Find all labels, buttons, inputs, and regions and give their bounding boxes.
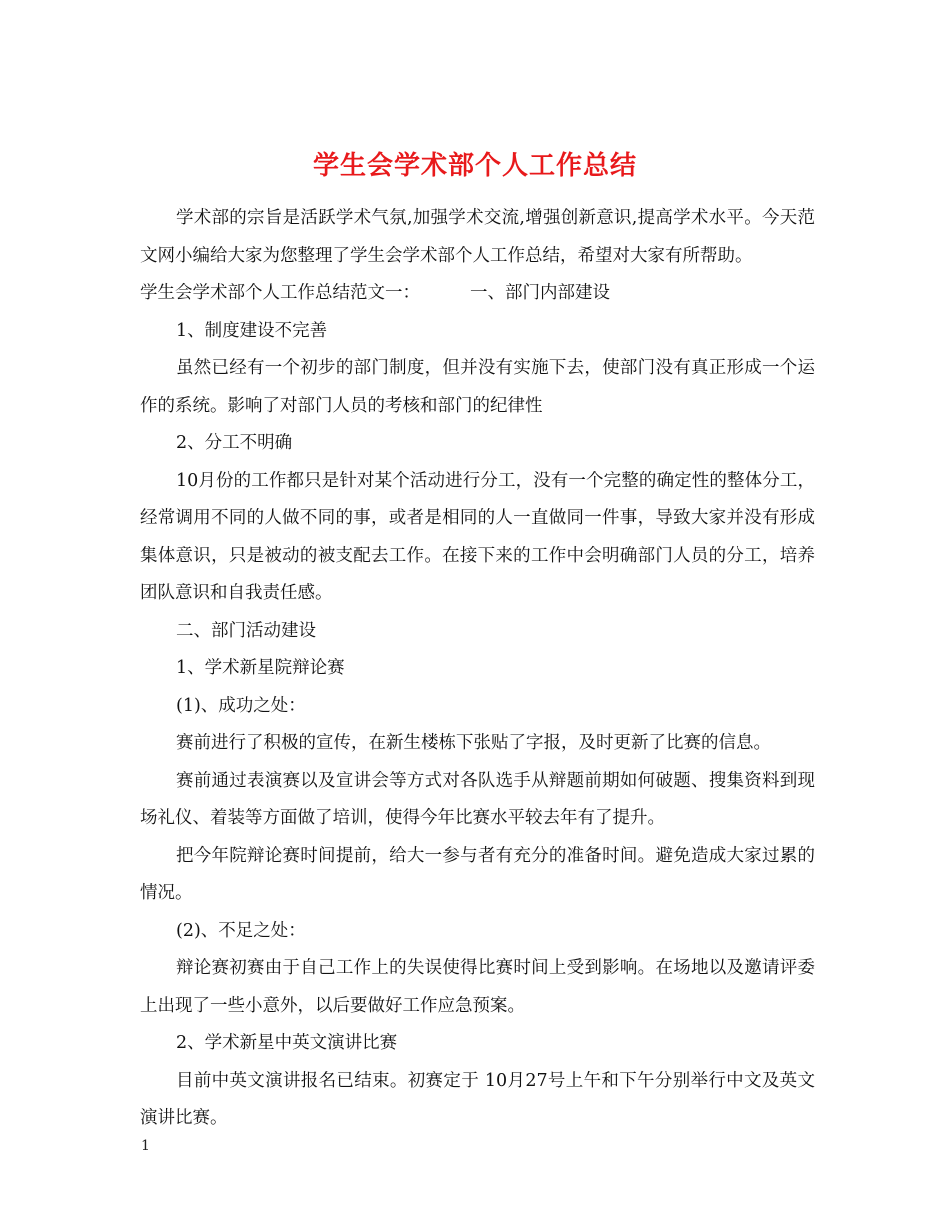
a1-shortfall-heading: (2)、不足之处： <box>176 920 306 941</box>
a1-success-1: 赛前进行了积极的宣传，在新生楼栋下张贴了字报，及时更新了比赛的信息。 <box>176 733 771 753</box>
section2-heading: 二、部门活动建设 <box>176 620 316 641</box>
a2-heading: 2、学术新星中英文演讲比赛 <box>176 1033 398 1053</box>
sample-label: 学生会学术部个人工作总结范文一： <box>140 283 420 303</box>
a2-body: 目前中英文演讲报名已结束。初赛定于 10月27号上午和下午分别举行中文及英文演讲比赛。 <box>140 1070 815 1128</box>
p1-heading: 1、制度建设不完善 <box>176 320 328 341</box>
p2-heading: 2、分工不明确 <box>176 433 293 453</box>
p2-body: 10月份的工作都只是针对某个活动进行分工，没有一个完整的确定性的整体分工，经常调用不同的人做不同的事，或者是相同的人一直做同一件事，导致大家并没有形成集体意识，只是被动的被支配去工作。在接下来的工作中会明确部门人员的分工，培养团队意识和自我责任感。 <box>140 470 815 603</box>
section1-heading: 一、部门内部建设 <box>470 283 610 303</box>
document-title: 学生会学术部个人工作总结 <box>312 151 637 182</box>
a1-success-3: 把今年院辩论赛时间提前，给大一参与者有充分的准备时间。避免造成大家过累的情况。 <box>140 845 815 903</box>
p1-body: 虽然已经有一个初步的部门制度，但并没有实施下去，使部门没有真正形成一个运作的系统。影响了对部门人员的考核和部门的纪律性 <box>140 358 815 416</box>
document-body <box>140 200 815 1138</box>
a1-success-2: 赛前通过表演赛以及宣讲会等方式对各队选手从辩题前期如何破题、搜集资料到现场礼仪、着装等方面做了培训，使得今年比赛水平较去年有了提升。 <box>140 770 815 828</box>
a1-shortfall-1: 辩论赛初赛由于自己工作上的失误使得比赛时间上受到影响。在场地以及邀请评委上出现了一些小意外，以后要做好工作应急预案。 <box>140 958 815 1016</box>
sample-heading-line <box>140 275 815 313</box>
intro-paragraph: 学术部的宗旨是活跃学术气氛,加强学术交流,增强创新意识,提高学术水平。今天范文网小编给大家为您整理了学生会学术部个人工作总结，希望对大家有所帮助。 <box>140 208 815 266</box>
page-number: 1 <box>141 1138 150 1154</box>
a1-heading: 1、学术新星院辩论赛 <box>176 658 345 678</box>
a1-success-heading: (1)、成功之处： <box>176 695 306 716</box>
